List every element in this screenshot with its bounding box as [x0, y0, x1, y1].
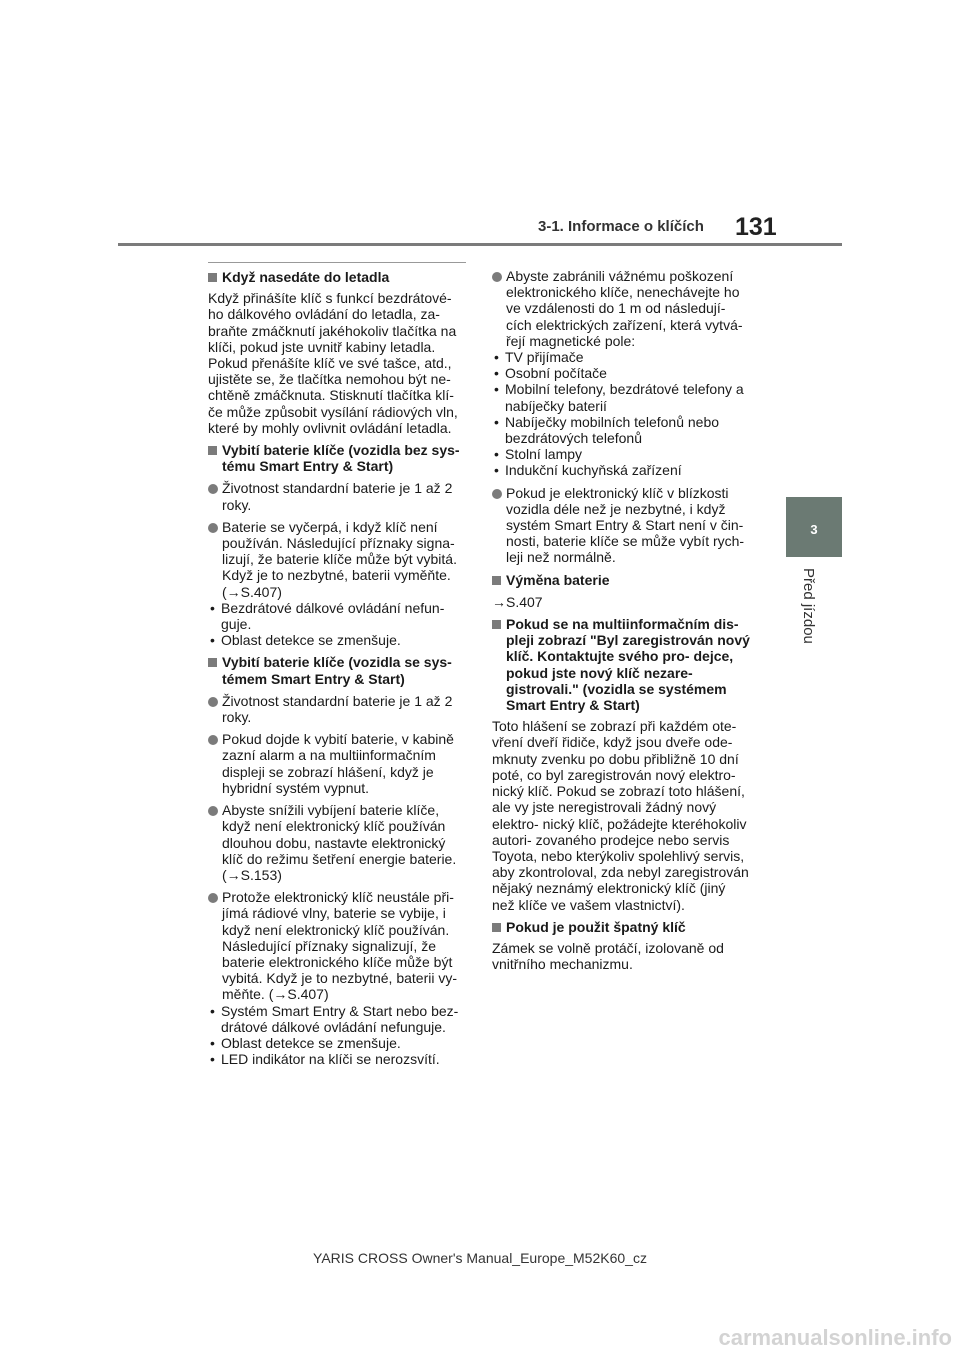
text-sub: • Osobní počítače	[492, 365, 750, 381]
text-sub: • Mobilní telefony, bezdrátové telefony a nabíječky baterií	[492, 381, 750, 413]
text-sub: • Systém Smart Entry & Start nebo bez- drátové dálkové ovládání nefunguje.	[208, 1003, 466, 1035]
text-bullet: Abyste snížili vybíjení baterie klíče, když není elektronický klíč používán dlouhou dobu, nastavte elektronický klíč do režimu šetření energie baterie. (→S.153)	[208, 802, 466, 883]
text-heading: Vybití baterie klíče (vozidla bez sys- tému Smart Entry & Start)	[208, 442, 466, 474]
left-column	[208, 262, 466, 1067]
text-sub: • Oblast detekce se zmenšuje.	[208, 632, 466, 648]
text-sub: • Indukční kuchyňská zařízení	[492, 462, 750, 478]
page-number: 131	[735, 213, 777, 241]
footer-text: YARIS CROSS Owner's Manual_Europe_M52K60_cz	[313, 1250, 647, 1266]
text-para: Zámek se volně protáčí, izolovaně od vnitřního mechanizmu.	[492, 939, 724, 973]
text-heading: Vybití baterie klíče (vozidla se sys- témem Smart Entry & Start)	[208, 654, 466, 686]
text-heading: Pokud je použit špatný klíč	[492, 919, 750, 935]
text-heading: Když nasedáte do letadla	[208, 269, 466, 285]
text-heading: Pokud se na multiinformačním dis- pleji zobrazí "Byl zaregistrován nový klíč. Kontaktujte svého pro- dejce, pokud jste nový klíč nezare- gistrovali." (vozidla se systémem Smart Entry & Start)	[492, 616, 750, 713]
text-bullet: Životnost standardní baterie je 1 až 2 roky.	[208, 693, 466, 725]
chapter-label: Před jízdou	[800, 568, 817, 644]
column-top-rule	[208, 262, 466, 263]
text-bullet: Protože elektronický klíč neustále při- jímá rádiové vlny, baterie se vybije, i když není elektronický klíč používán. Následující příznaky signalizují, že baterie elektronického klíče může být vybitá. Když je to nezbytné, baterii vy- měňte. (→S.407)	[208, 889, 466, 1002]
text-sub: • Nabíječky mobilních telefonů nebo bezdrátových telefonů	[492, 414, 750, 446]
text-bullet: Pokud dojde k vybití baterie, v kabině zazní alarm a na multiinformačním displeji se zobrazí hlášení, když je hybridní systém vypnut.	[208, 731, 466, 796]
right-column	[492, 262, 750, 972]
text-sub: • LED indikátor na klíči se nerozsvítí.	[208, 1051, 466, 1067]
text-para: Toto hlášení se zobrazí při každém ote- vření dveří řidiče, když jsou dveře ode- mknuty zvenku po dobu přibližně 10 dní poté, co byl zaregistrován nový elektro- nický klíč. Pokud se zobrazí toto hlášení, ale vy jste neregistrovali žádný nový elektro- nický klíč, požádejte kteréhokoliv autori- zovaného prodejce nebo servis Toyota, nebo kterýkoliv spolehlivý servis, aby zkontroloval, zda nebyl zaregistrován nějaký neznámý elektronický klíč (jiný než klíče ve vašem vlastnictví).	[492, 718, 749, 913]
text-sub: • Stolní lampy	[492, 446, 750, 462]
text-para: Když přinášíte klíč s funkcí bezdrátové- ho dálkového ovládání do letadla, za- braňte zmáčknutí jakéhokoliv tlačítka na klíči, pokud jste uvnitř kabiny letadla. Pokud přenášíte klíč ve své tašce, atd., ujistěte se, že tlačítka nemohou být ne- chtěně zmáčknuta. Stisknutí tlačítka klí- če může způsobit vysílání rádiových vln, které by mohly ovlivnit ovládání letadla.	[208, 290, 458, 436]
section-title: 3-1. Informace o klíčích	[538, 218, 704, 235]
text-ref: →S.407	[492, 593, 543, 610]
text-sub: • TV přijímače	[492, 349, 750, 365]
text-sub: • Oblast detekce se zmenšuje.	[208, 1035, 466, 1051]
watermark: carmanualsonline.info	[718, 1325, 952, 1350]
text-bullet: Životnost standardní baterie je 1 až 2 roky.	[208, 480, 466, 512]
text-sub: • Bezdrátové dálkové ovládání nefun- guje.	[208, 600, 466, 632]
text-bullet: Pokud je elektronický klíč v blízkosti vozidla déle než je nezbytné, i když systém Smart Entry & Start není v čin- nosti, baterie klíče se může vybít rych- leji než normálně.	[492, 485, 750, 566]
header-divider	[118, 243, 842, 246]
text-heading: Výměna baterie	[492, 572, 750, 588]
text-bullet: Abyste zabránili vážnému poškození elektronického klíče, nenechávejte ho ve vzdálenosti do 1 m od následují- cích elektrických zařízení, která vytvá- řejí magnetické pole:	[492, 268, 750, 349]
text-bullet: Baterie se vyčerpá, i když klíč není používán. Následující příznaky signa- lizují, že baterie klíče může být vybitá. Když je to nezbytné, baterii vyměňte. (→S.407)	[208, 519, 466, 600]
chapter-number: 3	[810, 522, 818, 537]
chapter-tab	[786, 497, 842, 557]
